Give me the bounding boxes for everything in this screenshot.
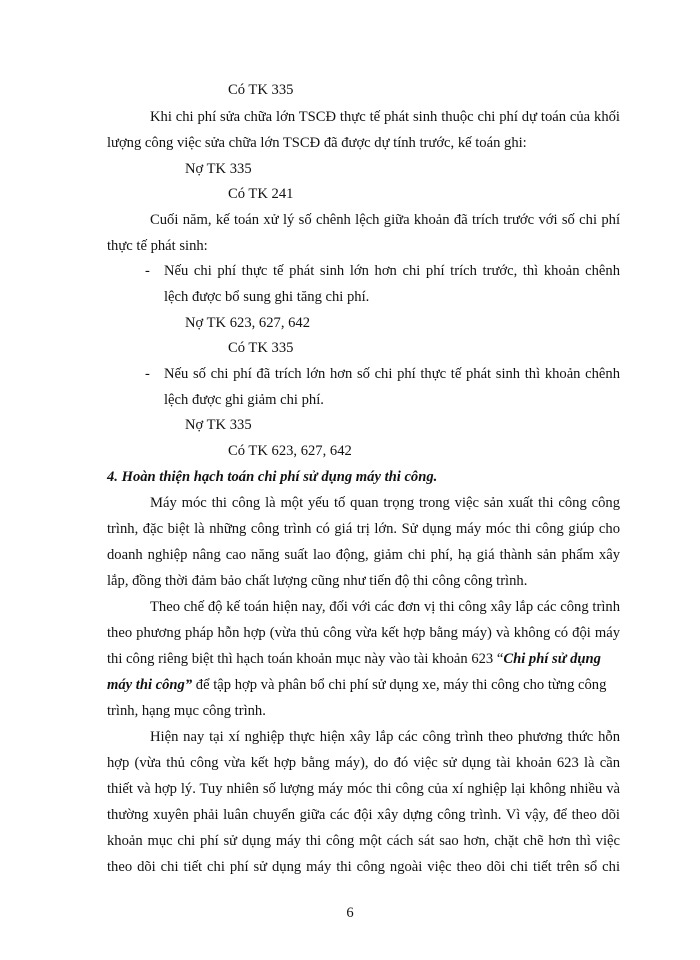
entry-credit-335: Có TK 335 bbox=[228, 340, 294, 356]
entry-debit-623-627-642: Nợ TK 623, 627, 642 bbox=[185, 315, 311, 331]
bullet-line: Nếu chi phí thực tế phát sinh lớn hơn chi phí trích trước, thì khoản chênh bbox=[164, 263, 620, 279]
bullet-line: lệch được ghi giảm chi phí. bbox=[164, 392, 324, 408]
bullet-dash: - bbox=[145, 263, 150, 279]
entry-credit-335: Có TK 335 bbox=[228, 82, 294, 98]
bullet-dash: - bbox=[145, 366, 150, 382]
entry-debit-335: Nợ TK 335 bbox=[185, 161, 252, 177]
paragraph-text: thi công riêng biệt thì hạch toán khoản mục này vào tài khoản 623 “ bbox=[107, 651, 504, 667]
paragraph-line-mixed bbox=[107, 676, 620, 694]
paragraph-line: khoản mục chi phí sử dụng máy thi công một cách sát sao hơn, chặt chẽ hơn thì việc bbox=[107, 833, 620, 849]
paragraph-line: trình, đặc biệt là những công trình có giá trị lớn. Sử dụng máy móc thi công giúp cho bbox=[107, 521, 620, 537]
paragraph-text: để tập hợp và phân bổ chi phí sử dụng xe, máy thi công cho từng công bbox=[192, 677, 607, 693]
paragraph-line: lượng công việc sửa chữa lớn TSCĐ đã được dự tính trước, kế toán ghi: bbox=[107, 135, 527, 151]
bullet-line: Nếu số chi phí đã trích lớn hơn số chi phí thực tế phát sinh thì khoản chênh bbox=[164, 366, 620, 382]
entry-debit-335: Nợ TK 335 bbox=[185, 417, 252, 433]
paragraph-line-mixed bbox=[107, 650, 620, 668]
paragraph-line: Khi chi phí sửa chữa lớn TSCĐ thực tế phát sinh thuộc chi phí dự toán của khối bbox=[150, 109, 620, 125]
entry-credit-623-627-642: Có TK 623, 627, 642 bbox=[228, 443, 352, 459]
bullet-line: lệch được bổ sung ghi tăng chi phí. bbox=[164, 289, 370, 305]
emphasis-text: Chi phí sử dụng bbox=[503, 651, 601, 667]
paragraph-line: thiết và hợp lý. Tuy nhiên số lượng máy móc thi công của xí nghiệp lại không nhiều và bbox=[107, 781, 620, 797]
paragraph-line: thường xuyên phải luân chuyển giữa các đội xây dựng công trình. Vì vậy, để theo dõi bbox=[107, 807, 620, 823]
paragraph-line: Hiện nay tại xí nghiệp thực hiện xây lắp các công trình theo phương thức hỗn bbox=[150, 729, 620, 745]
emphasis-text: máy thi công” bbox=[107, 677, 193, 693]
paragraph-line: theo phương pháp hỗn hợp (vừa thủ công vừa kết hợp bằng máy) và không có đội máy bbox=[107, 625, 620, 641]
page-number: 6 bbox=[346, 905, 354, 921]
paragraph-line: theo dõi chi tiết chi phí sử dụng máy thi công ngoài việc theo dõi chi tiết trên sổ chi bbox=[107, 859, 620, 875]
paragraph-line: Máy móc thi công là một yếu tố quan trọng trong việc sản xuất thi công công bbox=[150, 495, 620, 511]
entry-credit-241: Có TK 241 bbox=[228, 186, 294, 202]
paragraph-line: Theo chế độ kế toán hiện nay, đối với các đơn vị thi công xây lắp các công trình bbox=[150, 599, 620, 615]
paragraph-line: trình, hạng mục công trình. bbox=[107, 703, 266, 719]
paragraph-line: Cuối năm, kế toán xử lý số chênh lệch giữa khoản đã trích trước với số chi phí bbox=[150, 212, 620, 228]
paragraph-line: doanh nghiệp nâng cao năng suất lao động, giảm chi phí, hạ giá thành sản phẩm xây bbox=[107, 547, 620, 563]
section-heading: 4. Hoàn thiện hạch toán chi phí sử dụng máy thi công. bbox=[107, 469, 438, 485]
paragraph-line: thực tế phát sinh: bbox=[107, 238, 208, 254]
paragraph-line: hợp (vừa thủ công vừa kết hợp bằng máy), do đó việc sử dụng tài khoản 623 là cần bbox=[107, 755, 620, 771]
paragraph-line: lắp, đồng thời đảm bảo chất lượng cũng như tiến độ thi công công trình. bbox=[107, 573, 528, 589]
